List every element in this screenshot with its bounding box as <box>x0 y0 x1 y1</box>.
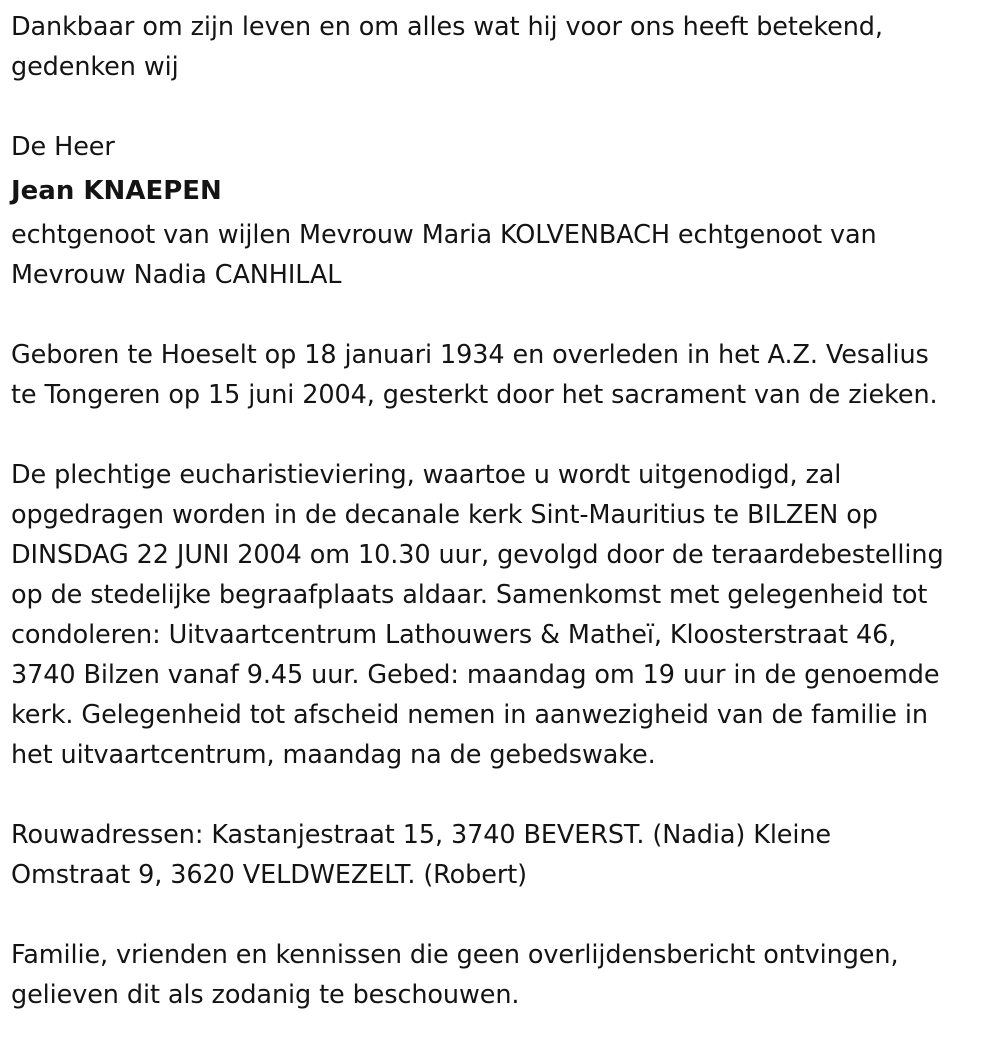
closing-line: Familie, vrienden en kennissen die geen overlijdensbericht ontvingen, <box>11 940 899 970</box>
ceremony-line: DINSDAG 22 JUNI 2004 om 10.30 uur, gevolgd door de teraardebestelling <box>11 540 944 570</box>
ceremony-line: op de stedelijke begraafplaats aldaar. Samenkomst met gelegenheid tot <box>11 580 928 610</box>
intro-paragraph <box>11 7 1000 87</box>
ceremony-line: het uitvaartcentrum, maandag na de gebedswake. <box>11 740 656 770</box>
ceremony-paragraph <box>11 455 1000 775</box>
closing-paragraph <box>11 935 1000 1015</box>
spouse-line: Mevrouw Nadia CANHILAL <box>11 260 342 290</box>
intro-line: gedenken wij <box>11 52 179 82</box>
ceremony-line: De plechtige eucharistieviering, waartoe u wordt uitgenodigd, zal <box>11 460 842 490</box>
ceremony-line: 3740 Bilzen vanaf 9.45 uur. Gebed: maandag om 19 uur in de genoemde <box>11 660 940 690</box>
salutation: De Heer <box>11 132 115 162</box>
deceased-name: Jean KNAEPEN <box>11 176 222 206</box>
address-line: Rouwadressen: Kastanjestraat 15, 3740 BEVERST. (Nadia) Kleine <box>11 820 832 850</box>
addresses-paragraph <box>11 815 1000 895</box>
birth-death-paragraph <box>11 335 1000 415</box>
closing-line: gelieven dit als zodanig te beschouwen. <box>11 980 520 1010</box>
ceremony-line: opgedragen worden in de decanale kerk Sint-Mauritius te BILZEN op <box>11 500 878 530</box>
address-line: Omstraat 9, 3620 VELDWEZELT. (Robert) <box>11 860 527 890</box>
intro-line: Dankbaar om zijn leven en om alles wat hij voor ons heeft betekend, <box>11 12 883 42</box>
ceremony-line: kerk. Gelegenheid tot afscheid nemen in aanwezigheid van de familie in <box>11 700 928 730</box>
spouse-line: echtgenoot van wijlen Mevrouw Maria KOLVENBACH echtgenoot van <box>11 220 877 250</box>
spouse-paragraph <box>11 215 1000 295</box>
ceremony-line: condoleren: Uitvaartcentrum Lathouwers & Matheï, Kloosterstraat 46, <box>11 620 897 650</box>
birth-death-line: te Tongeren op 15 juni 2004, gesterkt door het sacrament van de zieken. <box>11 380 938 410</box>
birth-death-line: Geboren te Hoeselt op 18 januari 1934 en overleden in het A.Z. Vesalius <box>11 340 929 370</box>
